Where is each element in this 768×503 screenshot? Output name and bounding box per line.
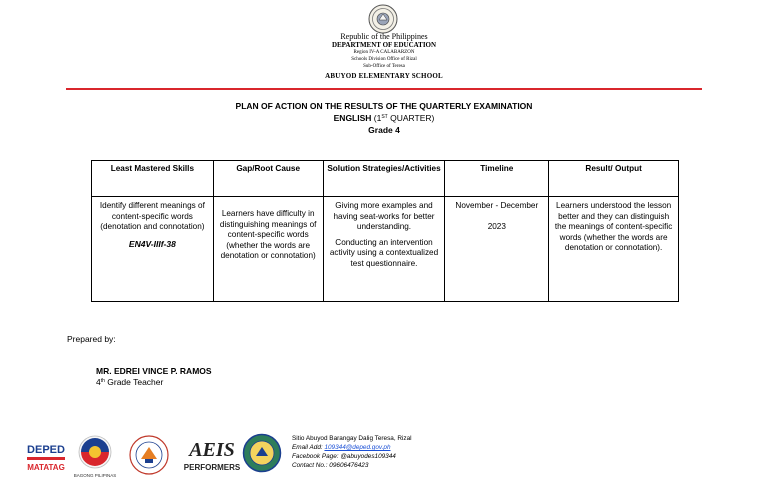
performers-logo-text: PERFORMERS <box>183 463 241 472</box>
subject-line <box>0 113 768 123</box>
role-num: 4 <box>96 377 101 387</box>
header-gap: Gap/Root Cause <box>213 161 323 197</box>
school-address: Sitio Abuyod Barangay Dalig Teresa, Rizal <box>292 435 412 442</box>
skill-code: EN4V-IIIf-38 <box>128 238 176 249</box>
header-timeline: Timeline <box>445 161 549 197</box>
header-result: Result/ Output <box>549 161 679 197</box>
header-least-mastered: Least Mastered Skills <box>92 161 214 197</box>
prepared-by-label: Prepared by: <box>67 334 116 344</box>
contact-number: Contact No.: 09606476423 <box>292 462 369 469</box>
header-divider <box>66 88 702 90</box>
result-text: Learners understood the lesson better and they can distinguish the meanings of content-specific words (whether the words are denotation or connotation). <box>554 201 673 252</box>
header-region: Region IV-A CALABARZON <box>353 50 415 55</box>
table-header-row <box>92 161 679 197</box>
abuyod-school-logo <box>242 433 282 473</box>
header-school: ABUYOD ELEMENTARY SCHOOL <box>325 72 443 80</box>
performers-logo <box>183 432 241 476</box>
email-label: Email Add: <box>292 444 325 451</box>
header-republic: Republic of the Philippines <box>340 32 428 41</box>
teacher-name: MR. EDREI VINCE P. RAMOS <box>96 366 212 376</box>
cell-gap <box>213 197 323 302</box>
document-title: PLAN OF ACTION ON THE RESULTS OF THE QUARTERLY EXAMINATION <box>235 101 533 111</box>
cell-solution <box>323 197 445 302</box>
header-solution: Solution Strategies/Activities <box>323 161 445 197</box>
cell-result <box>549 197 679 302</box>
quarter-open: (1 <box>371 113 382 123</box>
header-division: Schools Division Office of Rizal <box>351 57 417 62</box>
facebook-page: Facebook Page: @abuyodes109344 <box>292 453 396 460</box>
school-seal-logo <box>128 434 170 476</box>
header-sub-office: Sub-Office of Teresa <box>363 64 405 69</box>
email-link[interactable]: 109344@deped.gov.ph <box>324 444 391 451</box>
deped-logo-text: DEPED <box>27 444 65 456</box>
matatag-logo-text: MATATAG <box>27 463 65 472</box>
timeline-year: 2023 <box>487 221 506 231</box>
school-email <box>292 444 391 451</box>
timeline-months: November - December <box>455 201 539 210</box>
solution-2: Conducting an intervention activity using a contextualized test questionnaire. <box>329 237 439 268</box>
performers-logo-top-text: AEIS <box>189 439 235 461</box>
quarter-close: QUARTER) <box>387 113 435 123</box>
role-sup: th <box>100 378 105 384</box>
cell-skill <box>92 197 214 302</box>
gap-text: Learners have difficulty in distinguishing meanings of content-specific words (whether the words are denotation or connotation) <box>219 209 317 260</box>
skill-text: Identify different meanings of content-specific words (denotation and connotation) <box>99 201 205 231</box>
subject: ENGLISH <box>333 113 372 123</box>
solution-1: Giving more examples and having seat-works for better understanding. <box>333 201 435 231</box>
teacher-role <box>96 377 163 387</box>
grade-level: Grade 4 <box>368 125 400 135</box>
table-row <box>92 197 679 302</box>
bagong-pilipinas-text: BAGONG PILIPINAS <box>73 473 117 478</box>
role-rest: Grade Teacher <box>104 377 164 387</box>
cell-timeline <box>445 197 549 302</box>
bagong-pilipinas-logo <box>73 434 117 480</box>
deped-seal-logo <box>368 4 398 34</box>
quarter-sup: ST <box>381 114 388 120</box>
plan-table <box>91 160 679 302</box>
header-department: DEPARTMENT OF EDUCATION <box>331 41 437 49</box>
deped-matatag-logo <box>24 436 68 480</box>
